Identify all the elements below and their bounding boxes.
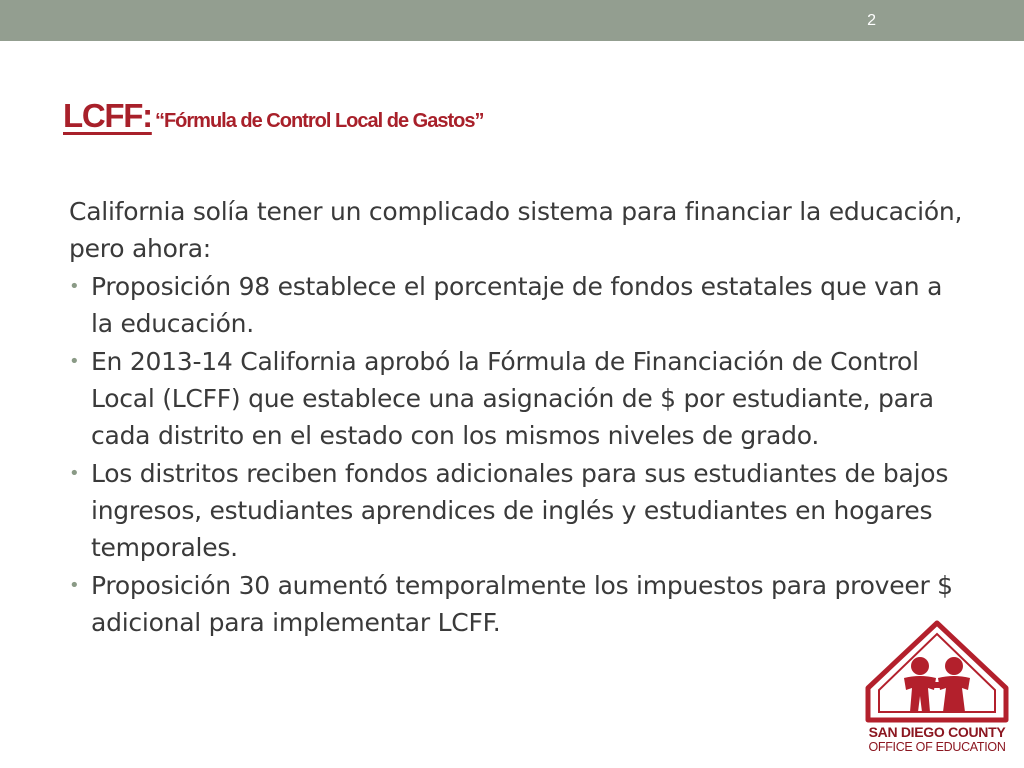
title-main: LCFF:: [63, 97, 152, 134]
sdcoe-logo: [862, 620, 1012, 758]
logo-text-office: OFFICE OF EDUCATION: [868, 740, 1006, 754]
bullet-icon: •: [69, 463, 80, 484]
slide-number: 2: [867, 12, 876, 29]
logo-emblem-icon: [862, 620, 1012, 724]
bullet-item: [69, 567, 969, 641]
bullet-text: En 2013-14 California aprobó la Fórmula de Financiación de Control Local (LCFF) que establece una asignación de $ por estudiante, para cada distrito en el estado con los mismos niveles de grado.: [91, 347, 934, 450]
bullet-item: [69, 268, 969, 342]
slide-body: [69, 193, 969, 642]
bullet-text: Proposición 98 establece el porcentaje de fondos estatales que van a la educación.: [91, 272, 943, 338]
title-subtitle: “Fórmula de Control Local de Gastos”: [154, 110, 484, 132]
bullet-icon: •: [69, 351, 80, 372]
bullet-text: Proposición 30 aumentó temporalmente los impuestos para proveer $ adicional para implementar LCFF.: [91, 571, 953, 637]
bullet-item: [69, 455, 969, 566]
bullet-list: [69, 268, 969, 641]
bullet-item: [69, 343, 969, 454]
top-bar: [0, 0, 1024, 41]
bullet-icon: •: [69, 276, 80, 297]
logo-text-county: SAN DIEGO COUNTY: [868, 724, 1006, 740]
bullet-icon: •: [69, 575, 80, 596]
bullet-text: Los distritos reciben fondos adicionales para sus estudiantes de bajos ingresos, estudiantes aprendices de inglés y estudiantes en hogares temporales.: [91, 459, 949, 562]
slide-title: [63, 96, 483, 143]
intro-text: California solía tener un complicado sistema para financiar la educación, pero ahora:: [69, 197, 963, 263]
